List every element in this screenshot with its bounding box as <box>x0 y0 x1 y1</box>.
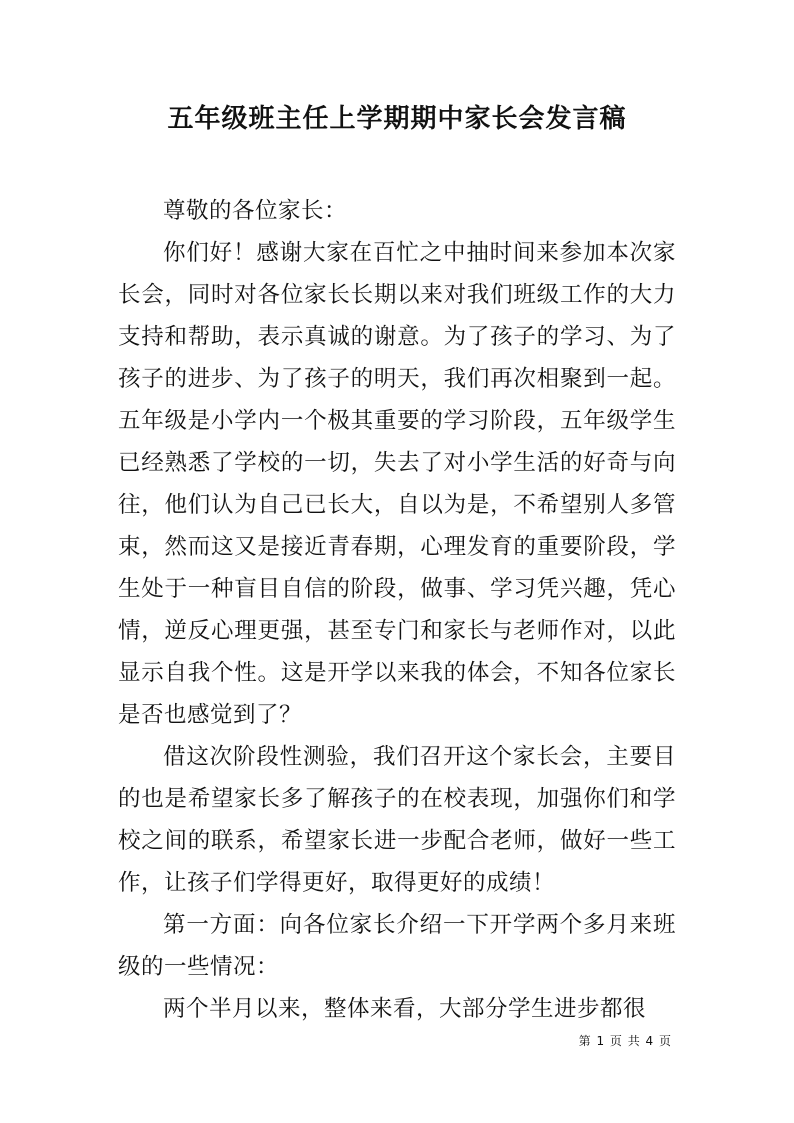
body-paragraph-3: 第一方面：向各位家长介绍一下开学两个多月来班级的一些情况： <box>118 912 676 980</box>
body-paragraph-4: 两个半月以来，整体来看，大部分学生进步都很 <box>163 996 647 1022</box>
body-paragraph-1: 你们好！感谢大家在百忙之中抽时间来参加本次家长会，同时对各位家长长期以来对我们班级工作的大力支持和帮助，表示真诚的谢意。为了孩子的学习、为了孩子的进步、为了孩子的明天，我们再次相聚到一起。五年级是小学内一个极其重要的学习阶段，五年级学生已经熟悉了学校的一切，失去了对小学生活的好奇与向往，他们认为自己已长大，自以为是，不希望别人多管束，然而这又是接近青春期，心理发育的重要阶段，学生处于一种盲目自信的阶段，做事、学习凭兴趣，凭心情，逆反心理更强，甚至专门和家长与老师作对，以此显示自我个性。这是开学以来我的体会，不知各位家长是否也感觉到了？ <box>118 240 676 728</box>
page-number-footer: 第 1 页 共 4 页 <box>578 1034 672 1048</box>
document-title: 五年级班主任上学期期中家长会发言稿 <box>167 104 627 134</box>
body-paragraph-2: 借这次阶段性测验，我们召开这个家长会，主要目的也是希望家长多了解孩子的在校表现，加强你们和学校之间的联系，希望家长进一步配合老师，做好一些工作，让孩子们学得更好，取得更好的成绩！ <box>118 744 676 896</box>
document-body <box>118 190 676 1030</box>
salutation-paragraph: 尊敬的各位家长： <box>163 198 348 224</box>
